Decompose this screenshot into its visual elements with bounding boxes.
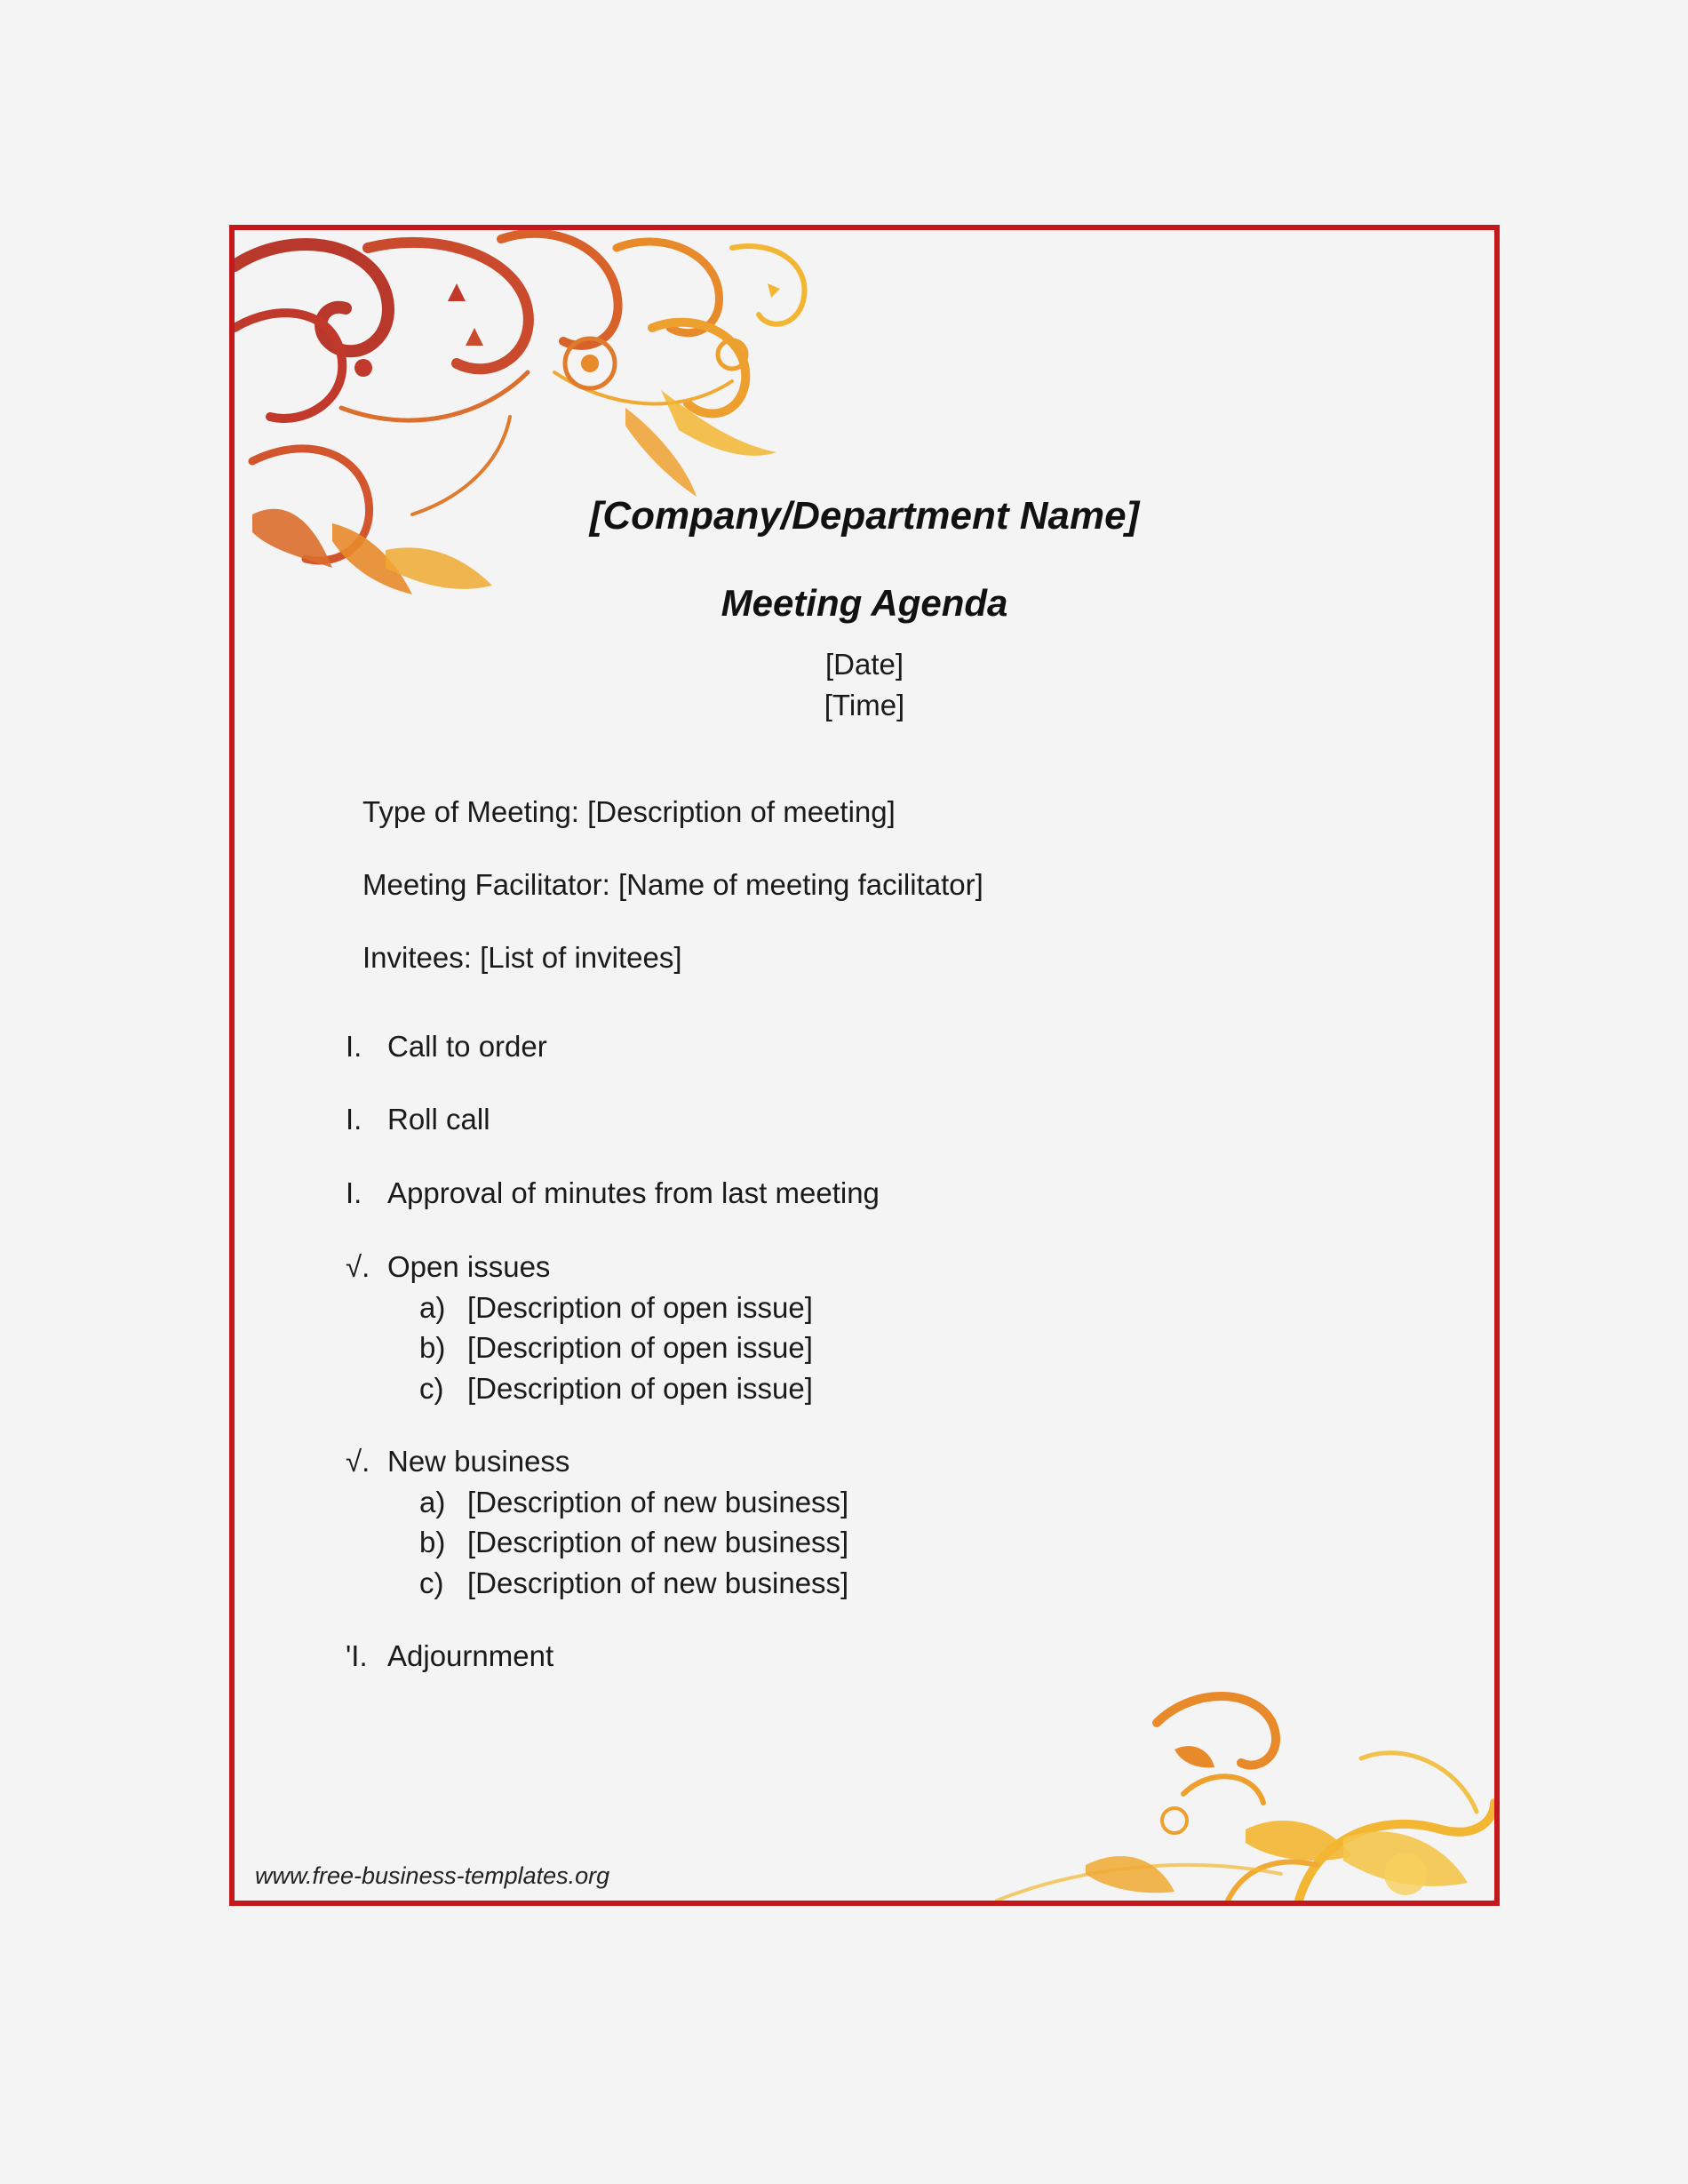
sub-item-label: [Description of new business] xyxy=(467,1486,849,1518)
new-business-sub-item xyxy=(419,1486,848,1519)
sub-item-letter: b) xyxy=(419,1331,446,1364)
sub-item-label: [Description of open issue] xyxy=(467,1291,813,1324)
agenda-item-label: Adjournment xyxy=(387,1639,554,1672)
agenda-item-open-issues xyxy=(346,1250,550,1284)
sub-item-label: [Description of new business] xyxy=(467,1566,849,1599)
footer-website-url: www.free-business-templates.org xyxy=(255,1862,610,1889)
agenda-item-number: 'I. xyxy=(346,1639,368,1672)
sub-item-letter: a) xyxy=(419,1486,446,1518)
agenda-page-frame xyxy=(229,225,1500,1906)
agenda-item-number: I. xyxy=(346,1176,362,1209)
agenda-item-number: √. xyxy=(346,1250,370,1283)
sub-item-label: [Description of open issue] xyxy=(467,1331,813,1364)
agenda-title: Meeting Agenda xyxy=(721,582,1008,624)
floral-swirl-ornament-bottom-right xyxy=(961,1687,1494,1901)
new-business-sub-item xyxy=(419,1566,848,1600)
meeting-time: [Time] xyxy=(824,689,905,721)
agenda-item-number: √. xyxy=(346,1445,370,1478)
agenda-item-roll-call xyxy=(346,1103,490,1136)
sub-item-letter: a) xyxy=(419,1291,446,1324)
agenda-item-adjournment xyxy=(346,1639,553,1673)
agenda-item-number: I. xyxy=(346,1103,362,1136)
company-name-heading: [Company/Department Name] xyxy=(589,494,1140,538)
new-business-sub-item xyxy=(419,1526,848,1559)
agenda-item-new-business xyxy=(346,1445,569,1479)
sub-item-label: [Description of new business] xyxy=(467,1526,849,1558)
agenda-item-label: Roll call xyxy=(387,1103,490,1136)
agenda-item-label: Open issues xyxy=(387,1250,551,1283)
open-issue-sub-item xyxy=(419,1372,813,1406)
agenda-item-call-to-order xyxy=(346,1030,547,1064)
type-of-meeting-line: Type of Meeting: [Description of meeting] xyxy=(362,795,896,828)
agenda-item-label: Call to order xyxy=(387,1030,547,1063)
agenda-item-label: New business xyxy=(387,1445,570,1478)
sub-item-letter: c) xyxy=(419,1566,444,1599)
sub-item-letter: b) xyxy=(419,1526,446,1558)
agenda-item-label: Approval of minutes from last meeting xyxy=(387,1176,880,1209)
invitees-line: Invitees: [List of invitees] xyxy=(362,941,682,974)
meeting-date: [Date] xyxy=(824,648,904,681)
meeting-facilitator-line: Meeting Facilitator: [Name of meeting facilitator] xyxy=(362,868,983,901)
sub-item-letter: c) xyxy=(419,1372,444,1405)
open-issue-sub-item xyxy=(419,1291,813,1325)
agenda-item-approval-of-minutes xyxy=(346,1176,880,1210)
sub-item-label: [Description of open issue] xyxy=(467,1372,813,1405)
agenda-item-number: I. xyxy=(346,1030,362,1063)
floral-swirl-ornament-top-left xyxy=(235,230,874,594)
open-issue-sub-item xyxy=(419,1331,813,1365)
